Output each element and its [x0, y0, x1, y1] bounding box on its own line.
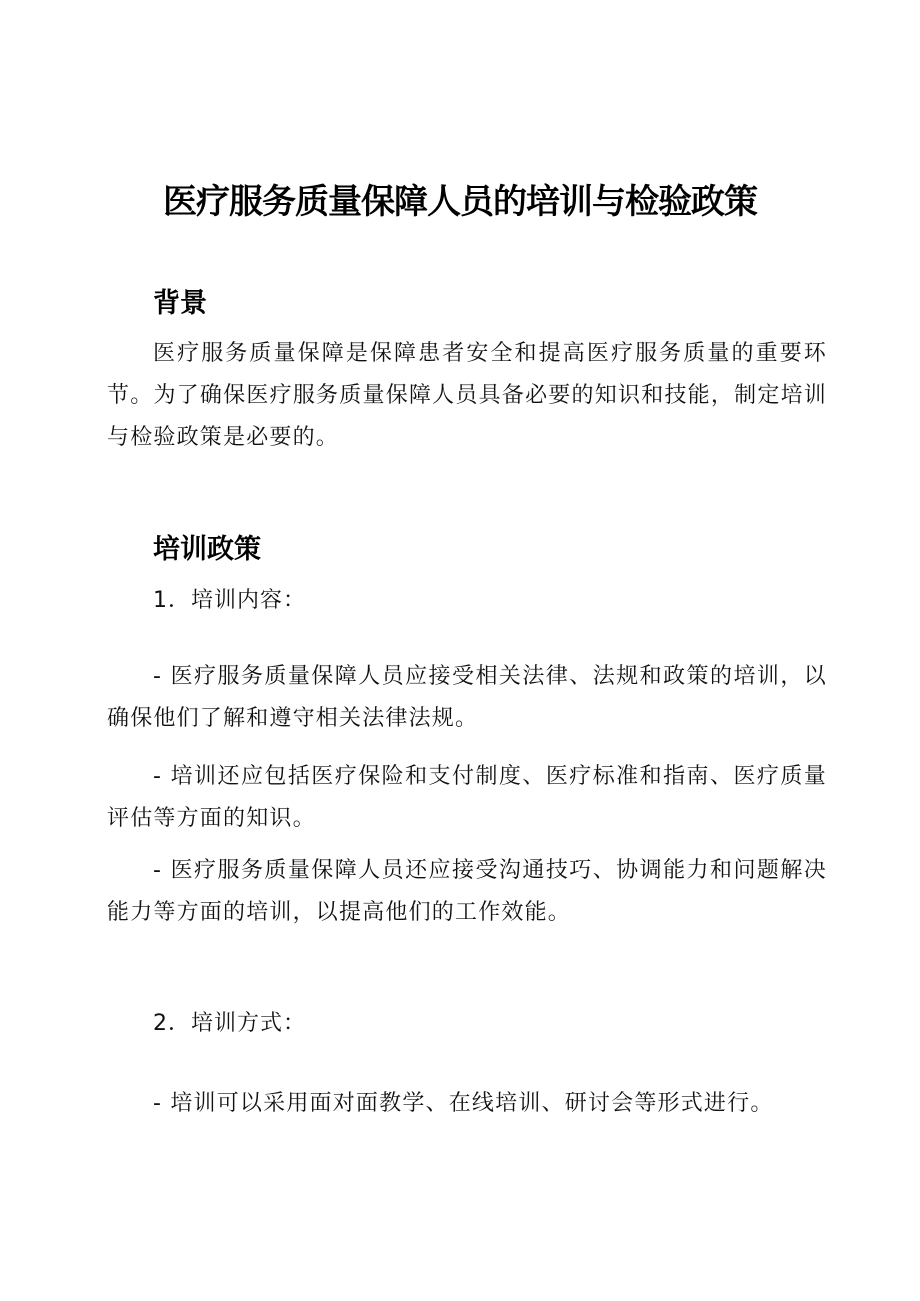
background-paragraph: 医疗服务质量保障是保障患者安全和提高医疗服务质量的重要环节。为了确保医疗服务质量保障人员具备必要的知识和技能，制定培训与检验政策是必要的。 — [107, 341, 827, 450]
training-method-bullet-1: - 培训可以采用面对面教学、在线培训、研讨会等形式进行。 — [153, 1091, 774, 1116]
training-content-bullet-2: - 培训还应包括医疗保险和支付制度、医疗标准和指南、医疗质量评估等方面的知识。 — [107, 764, 827, 831]
section-heading-background: 背景 — [153, 288, 207, 319]
training-content-bullet-1: - 医疗服务质量保障人员应接受相关法律、法规和政策的培训，以确保他们了解和遵守相关法律法规。 — [107, 664, 827, 731]
training-content-label: 1．培训内容： — [153, 588, 306, 613]
document-title: 医疗服务质量保障人员的培训与检验政策 — [163, 182, 757, 222]
section-heading-training-policy: 培训政策 — [153, 534, 261, 565]
training-content-bullet-3: - 医疗服务质量保障人员还应接受沟通技巧、协调能力和问题解决能力等方面的培训，以提高他们的工作效能。 — [107, 858, 827, 925]
training-method-label: 2．培训方式： — [153, 1011, 306, 1036]
